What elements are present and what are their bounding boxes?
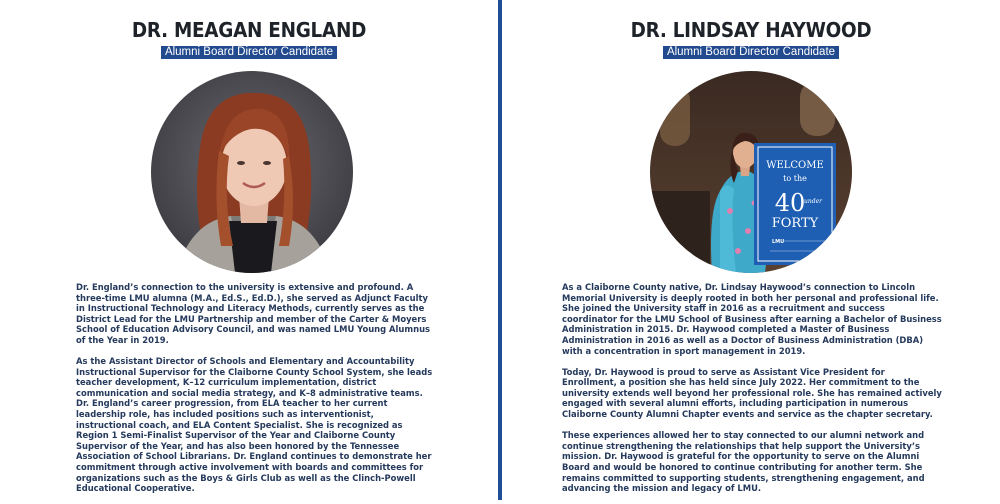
- sign-welcome: WELCOME: [766, 160, 824, 171]
- sign-to-the: to the: [783, 174, 807, 183]
- sign-brand: LMU: [772, 239, 785, 245]
- candidate-name: DR. MEAGAN ENGLAND: [131, 18, 367, 42]
- bio-paragraph: As the Assistant Director of Schools and Elementary and Accountability Instructional Supervisor for the Claiborne County School System, she leads teacher development, K–12 curriculum implementation, district communication and social media strategy, and K–8 administrative teams. Dr. England’s career progression, from ELA teacher to her current leadership role, has included positions such as interventionist, instructional coach, and ELA Content Specialist. She is recognized as Region 1 Semi-Finalist Supervisor of the Year and Claiborne County Supervisor of the Year, and has also been honored by the Tennessee Association of School Librarians. Dr. England continues to demonstrate her commitment through active involvement with boards and committees for organizations such as the Boys & Girls Club as well as the Clinch-Powell Educational Cooperative.: [76, 356, 433, 494]
- portrait-image: [650, 71, 852, 273]
- portrait-image: [151, 71, 353, 273]
- sign-under: under: [804, 198, 822, 205]
- candidate-subtitle: Alumni Board Director Candidate: [161, 46, 337, 59]
- sign-number: 40: [774, 189, 806, 217]
- portrait-photo-haywood: [650, 71, 852, 273]
- sign-forty: FORTY: [771, 216, 819, 231]
- candidate-subtitle: Alumni Board Director Candidate: [663, 46, 839, 59]
- portrait-photo-england: [151, 71, 353, 273]
- bio-paragraph: These experiences allowed her to stay connected to our alumni network and continue strengthening the relationships that help support the University’s mission. Dr. Haywood is grateful for the opportunity to serve on the Alumni Board and would be honored to continue contributing for another term. She remains committed to supporting students, strengthening engagement, and advancing the mission and legacy of LMU.: [562, 430, 925, 494]
- bio-paragraph: Dr. England’s connection to the university is extensive and profound. A three-time LMU alumna (M.A., Ed.S., Ed.D.), she served as Adjunct Faculty in Instructional Technology and Literacy Methods, currently serves as the District Lead for the LMU Partnership and member of the Carter & Moyers School of Education Advisory Council, and was named LMU Young Alumnus of the Year in 2019.: [76, 282, 431, 345]
- candidate-panel-haywood: [502, 0, 1000, 500]
- candidate-bio: [562, 282, 942, 504]
- bio-paragraph: Today, Dr. Haywood is proud to serve as Assistant Vice President for Enrollment, a position she has held since July 2022. Her commitment to the university extends well beyond her professional role. She has remained actively engaged with several alumni efforts, including participation in numerous Claiborne County Alumni Chapter events and service as the chapter secretary.: [562, 366, 942, 420]
- candidate-bio: [76, 282, 436, 504]
- bio-paragraph: As a Claiborne County native, Dr. Lindsay Haywood’s connection to Lincoln Memorial University is deeply rooted in both her personal and professional life. She joined the University staff in 2016 as a recruitment and success coordinator for the LMU School of Business after earning a Bachelor of Business Administration in 2015. Dr. Haywood completed a Master of Business Administration in 2016 as well as a Doctor of Business Administration (DBA) with a concentration in sport management in 2019.: [562, 282, 942, 356]
- candidate-panel-england: [0, 0, 498, 500]
- candidate-name: DR. LINDSAY HAYWOOD: [630, 18, 872, 42]
